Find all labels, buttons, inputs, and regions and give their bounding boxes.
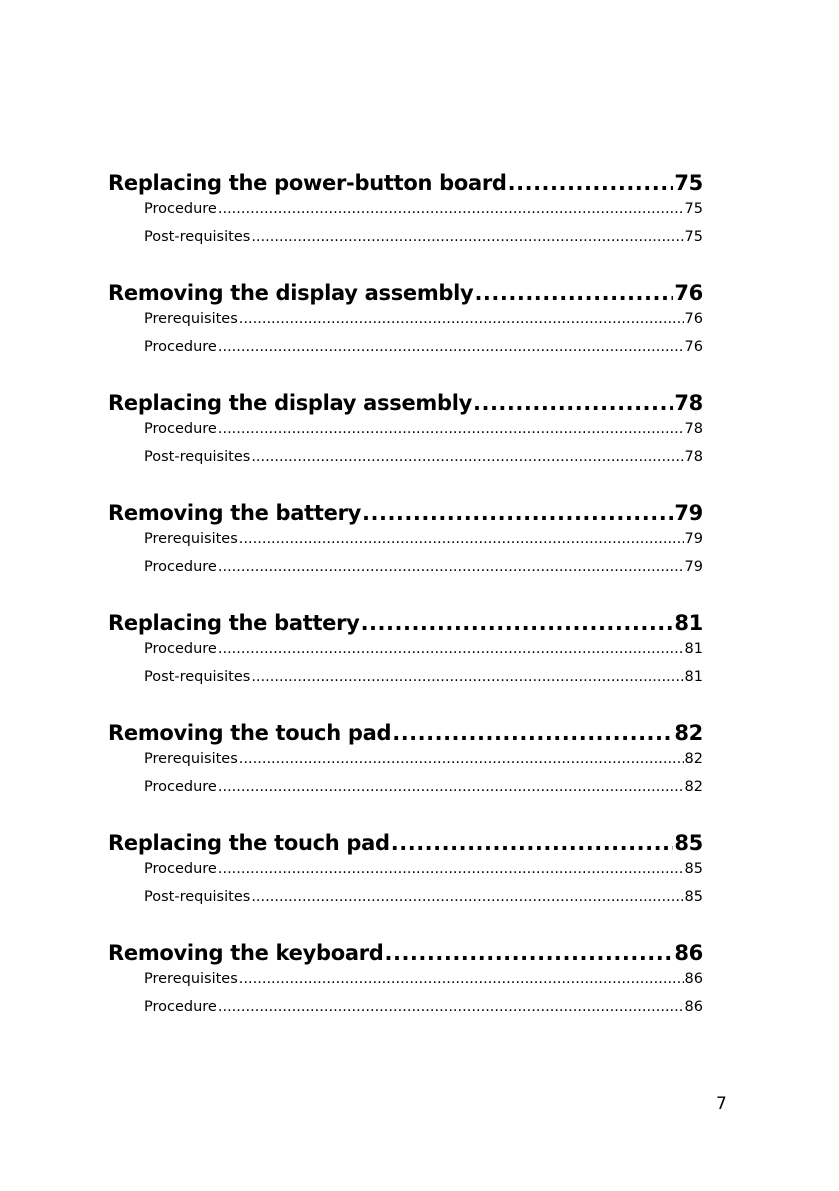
toc-heading-page: 86 [674, 941, 703, 965]
dot-leader [473, 391, 673, 415]
toc-heading-title: Replacing the touch pad [108, 831, 390, 855]
dot-leader [392, 721, 673, 745]
dot-leader [391, 831, 674, 855]
dot-leader [239, 751, 684, 767]
toc-subitem-label: Prerequisites [144, 971, 238, 987]
toc-subitem-link[interactable] [108, 779, 703, 807]
dot-leader [508, 171, 674, 195]
toc-heading-title: Replacing the display assembly [108, 391, 472, 415]
toc-heading-link[interactable] [108, 721, 703, 751]
dot-leader [218, 861, 684, 877]
dot-leader [251, 889, 683, 905]
dot-leader [362, 501, 673, 525]
toc-subitem-link[interactable] [108, 641, 703, 669]
dot-leader [239, 971, 684, 987]
toc-subitem-link[interactable] [108, 531, 703, 559]
toc-heading-title: Replacing the battery [108, 611, 360, 635]
toc-subitem-label: Post-requisites [144, 449, 251, 465]
toc-subitem-page: 76 [684, 339, 703, 355]
toc-section [108, 501, 703, 587]
toc-subitem-page: 86 [684, 999, 703, 1015]
toc-subitem-page: 82 [684, 779, 703, 795]
page-number: 7 [716, 1094, 727, 1114]
toc-subitem-label: Procedure [144, 641, 217, 657]
toc-heading-link[interactable] [108, 281, 703, 311]
toc-subitem-link[interactable] [108, 669, 703, 697]
dot-leader [218, 201, 684, 217]
toc-heading-title: Replacing the power-button board [108, 171, 507, 195]
toc-section [108, 281, 703, 367]
toc-subitem-label: Procedure [144, 201, 217, 217]
toc-heading-link[interactable] [108, 171, 703, 201]
toc-subitem-link[interactable] [108, 311, 703, 339]
toc-subitem-link[interactable] [108, 449, 703, 477]
dot-leader [218, 339, 684, 355]
toc-heading-title: Removing the battery [108, 501, 362, 525]
dot-leader [474, 281, 673, 305]
toc-section [108, 171, 703, 257]
toc-subitem-page: 75 [684, 229, 703, 245]
table-of-contents [108, 171, 703, 1051]
toc-subitem-label: Post-requisites [144, 889, 251, 905]
toc-heading-link[interactable] [108, 391, 703, 421]
toc-heading-link[interactable] [108, 941, 703, 971]
toc-subitem-link[interactable] [108, 999, 703, 1027]
dot-leader [361, 611, 674, 635]
toc-subitem-page: 81 [684, 669, 703, 685]
toc-heading-page: 79 [674, 501, 703, 525]
toc-heading-page: 85 [674, 831, 703, 855]
dot-leader [385, 941, 674, 965]
dot-leader [218, 641, 684, 657]
toc-heading-title: Removing the display assembly [108, 281, 474, 305]
dot-leader [218, 779, 684, 795]
toc-section [108, 941, 703, 1027]
toc-subitem-label: Procedure [144, 779, 217, 795]
toc-subitem-page: 86 [684, 971, 703, 987]
toc-subitem-link[interactable] [108, 201, 703, 229]
toc-subitem-page: 79 [684, 531, 703, 547]
toc-heading-page: 78 [674, 391, 703, 415]
toc-subitem-label: Procedure [144, 999, 217, 1015]
toc-subitem-link[interactable] [108, 339, 703, 367]
toc-subitem-label: Procedure [144, 559, 217, 575]
toc-heading-title: Removing the touch pad [108, 721, 392, 745]
toc-subitem-link[interactable] [108, 971, 703, 999]
toc-subitem-page: 76 [684, 311, 703, 327]
dot-leader [239, 531, 684, 547]
toc-subitem-label: Prerequisites [144, 311, 238, 327]
toc-subitem-page: 82 [684, 751, 703, 767]
toc-subitem-link[interactable] [108, 889, 703, 917]
toc-subitem-link[interactable] [108, 751, 703, 779]
toc-section [108, 721, 703, 807]
toc-subitem-page: 85 [684, 861, 703, 877]
toc-subitem-label: Prerequisites [144, 531, 238, 547]
toc-subitem-page: 75 [684, 201, 703, 217]
toc-subitem-label: Procedure [144, 861, 217, 877]
toc-section [108, 391, 703, 477]
dot-leader [218, 559, 684, 575]
toc-subitem-page: 79 [684, 559, 703, 575]
toc-heading-page: 82 [674, 721, 703, 745]
toc-section [108, 611, 703, 697]
toc-heading-page: 75 [674, 171, 703, 195]
toc-subitem-link[interactable] [108, 421, 703, 449]
toc-section [108, 831, 703, 917]
toc-subitem-page: 78 [684, 421, 703, 437]
dot-leader [251, 449, 683, 465]
toc-subitem-label: Procedure [144, 339, 217, 355]
toc-subitem-link[interactable] [108, 229, 703, 257]
toc-heading-page: 76 [674, 281, 703, 305]
toc-subitem-link[interactable] [108, 559, 703, 587]
toc-heading-page: 81 [674, 611, 703, 635]
toc-subitem-label: Procedure [144, 421, 217, 437]
toc-heading-link[interactable] [108, 501, 703, 531]
dot-leader [251, 229, 683, 245]
dot-leader [239, 311, 684, 327]
dot-leader [218, 421, 684, 437]
toc-subitem-label: Post-requisites [144, 669, 251, 685]
toc-subitem-page: 81 [684, 641, 703, 657]
dot-leader [251, 669, 683, 685]
toc-subitem-label: Prerequisites [144, 751, 238, 767]
toc-heading-link[interactable] [108, 611, 703, 641]
toc-subitem-label: Post-requisites [144, 229, 251, 245]
toc-heading-link[interactable] [108, 831, 703, 861]
toc-subitem-page: 85 [684, 889, 703, 905]
toc-subitem-link[interactable] [108, 861, 703, 889]
toc-heading-title: Removing the keyboard [108, 941, 384, 965]
dot-leader [218, 999, 684, 1015]
toc-subitem-page: 78 [684, 449, 703, 465]
